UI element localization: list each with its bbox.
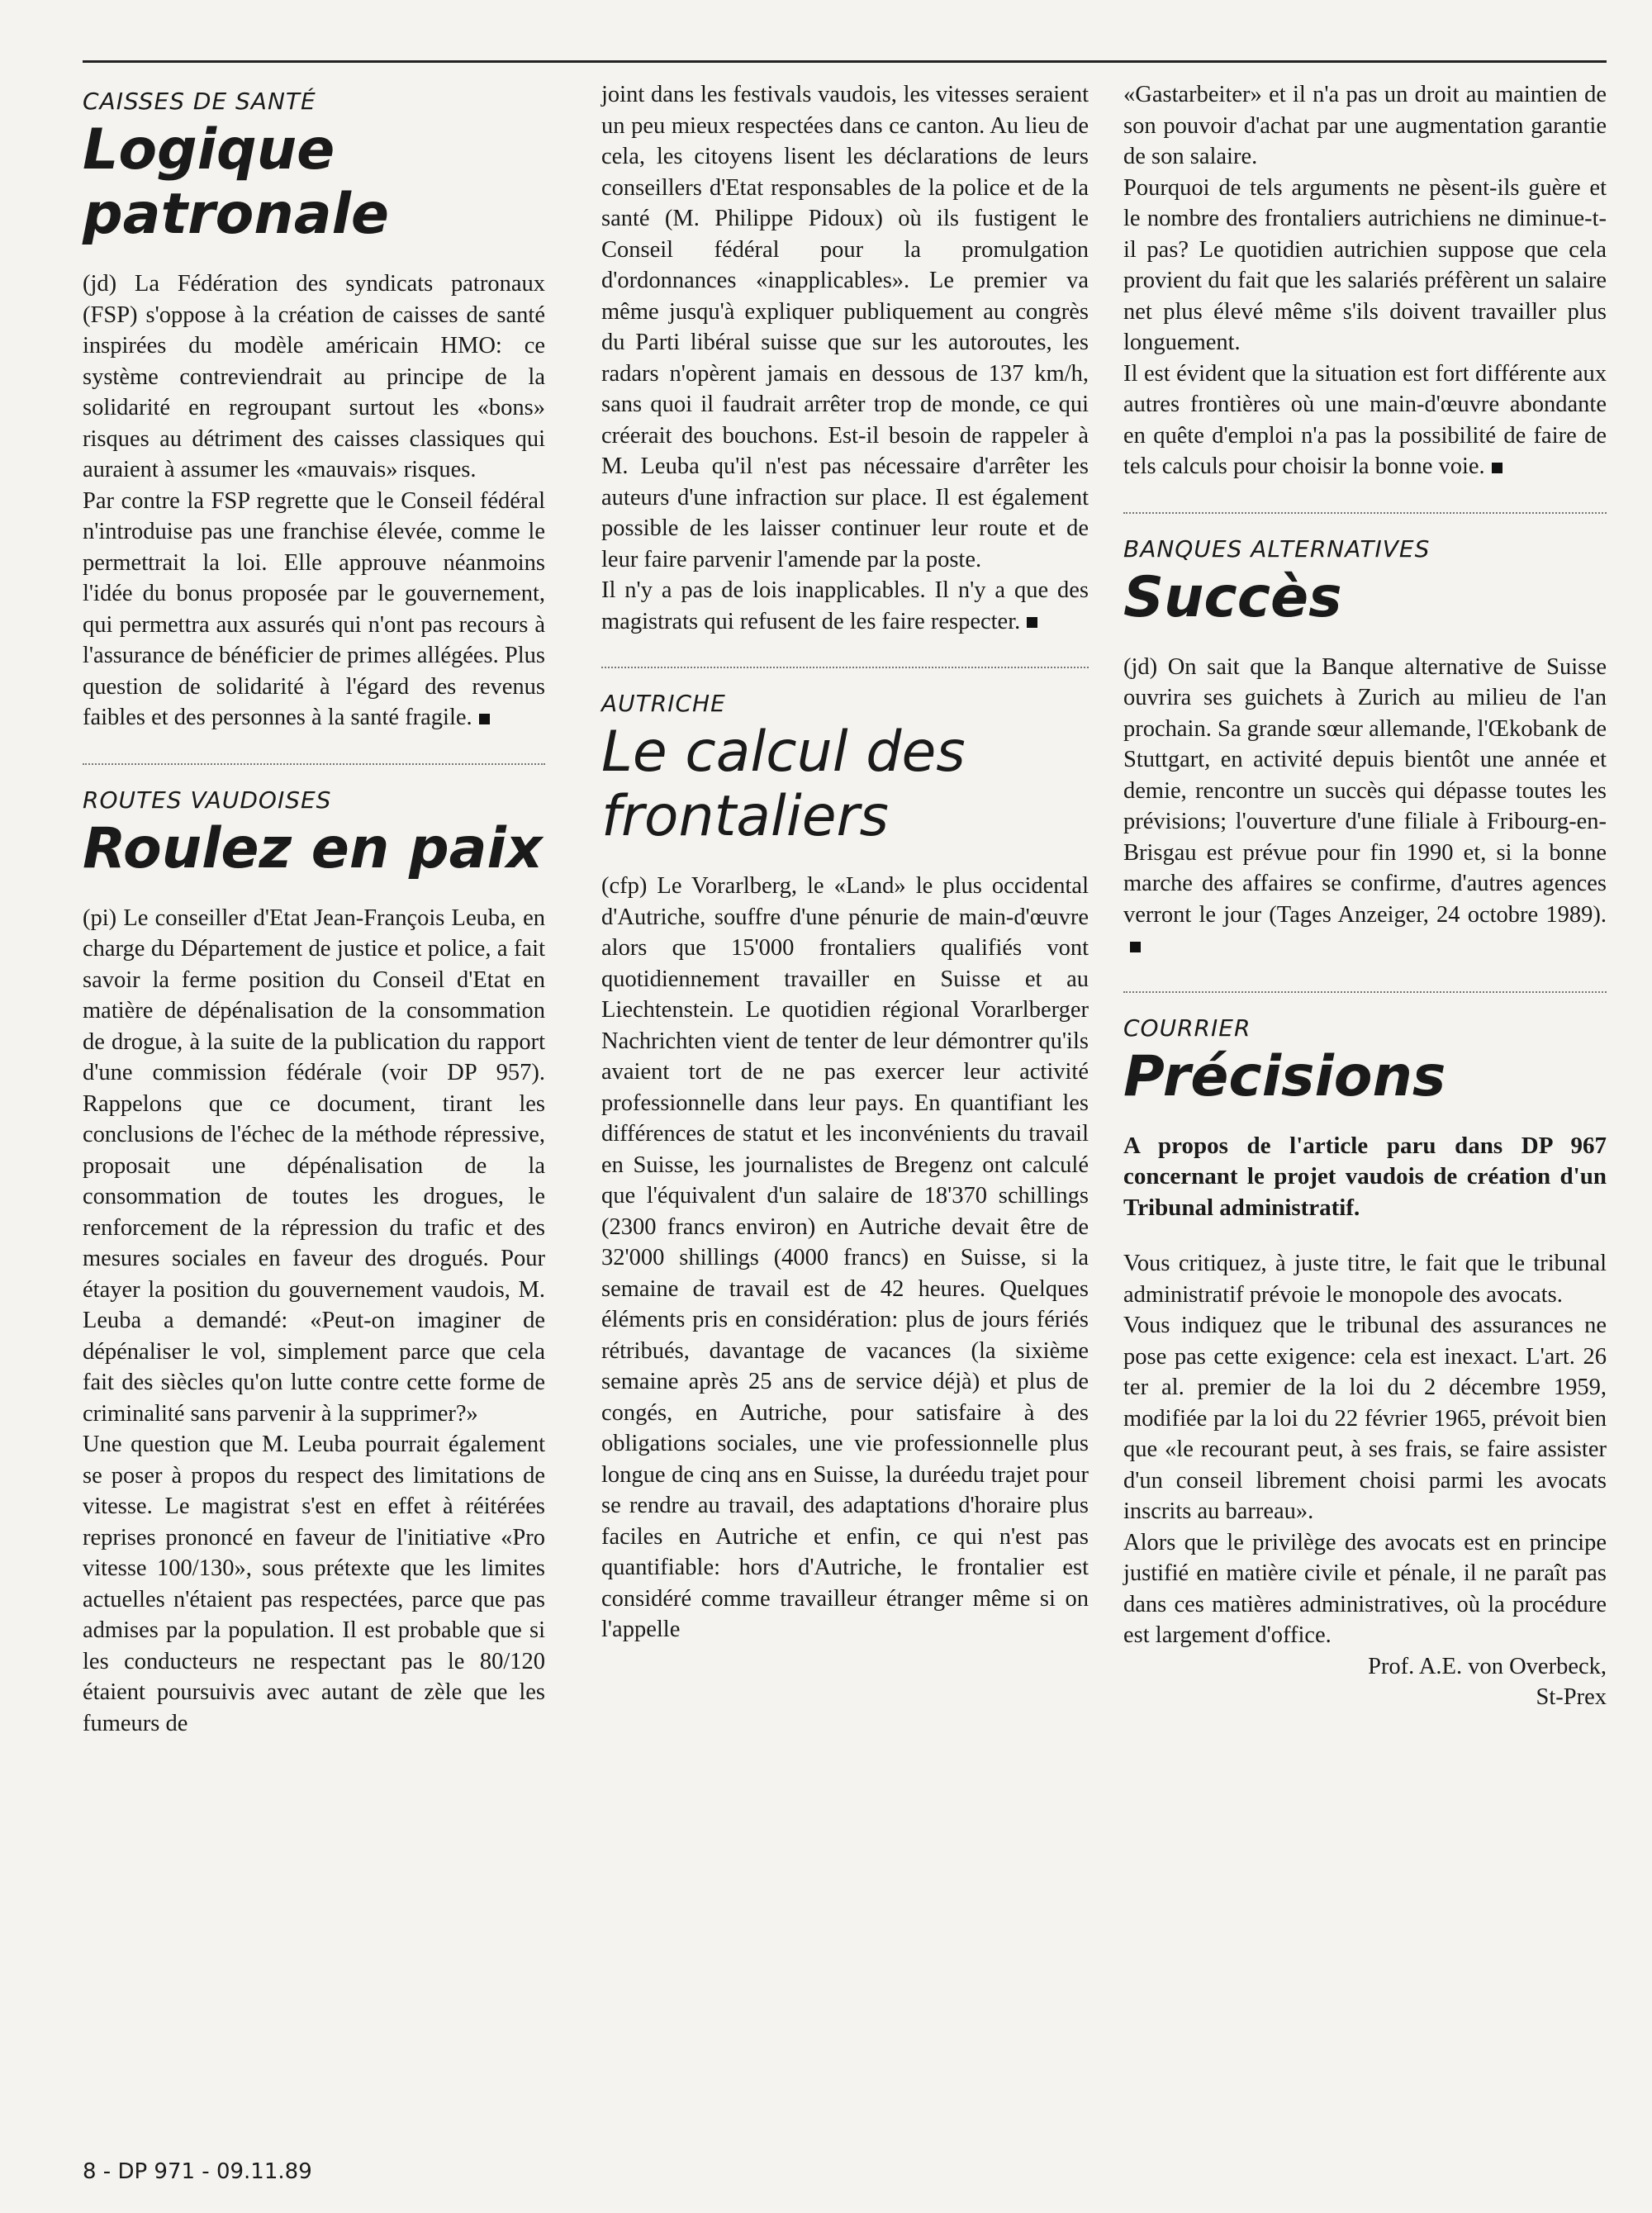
paragraph: (jd) On sait que la Banque alternative de Suisse ouvrira ses guichets à Zurich au milieu de l'an prochain. Sa grande sœur allemande, l'Œkobank de Stuttgart, en activité depuis bientôt une année et demie, rencontre un succès qui dépasse toutes les prévisions; l'ouverture d'une filiale à Fribourg-en-Brisgau est prévue pour fin 1990 et, si la bonne marche des affaires se confirme, d'autres agences verront le jour (Tages Anzeiger, 24 octobre 1989). (1123, 652, 1607, 962)
article-routes (83, 786, 545, 1740)
rubric: CAISSES DE SANTÉ (83, 88, 316, 115)
column-3 (1123, 79, 1607, 1713)
paragraph: Il n'y a pas de lois inapplicables. Il n'y a que des magistrats qui refusent de les faire respecter. (601, 577, 1089, 634)
end-mark-icon (1130, 942, 1141, 952)
headline: Le calcul des frontaliers (601, 719, 966, 849)
paragraph: Par contre la FSP regrette que le Conseil fédéral n'introduise pas une franchise élevée, comme le permettrait la loi. Elle approuve néanmoins l'idée du bonus proposée par le gouvernement, qui permettra aux assurés qui n'ont pas recours à l'assurance de bénéficier de primes allégées. Plus question de solidarité à l'égard des revenus faibles et des personnes à la santé fragile. (83, 487, 545, 730)
lead-paragraph: A propos de l'article paru dans DP 967 concernant le projet vaudois de création d'un Tribunal administratif. (1123, 1132, 1607, 1221)
signature-place: St-Prex (1536, 1684, 1607, 1710)
separator (601, 667, 1089, 668)
paragraph: (cfp) Le Vorarlberg, le «Land» le plus occidental d'Autriche, souffre d'une pénurie de main-d'œuvre alors que 15'000 frontaliers qualifiés vont quotidiennement travailler en Suisse et au Liechtenstein. Le quotidien régional Vorarlberger Nachrichten vient de tenter de leur démontrer qu'ils avaient tort de ne pas exercer leur activité professionnelle dans leur pays. En quantifiant les différences de statut et les inconvénients du travail en Suisse, les journalistes de Bregenz ont calculé que l'équivalent d'un salaire de 18'370 schillings (2300 francs environ) en Autriche devait être de 32'000 shillings (4000 francs) en Suisse, si la semaine de travail est de 42 heures. Quelques éléments pris en considération: plus de jours fériés rétribués, davantage de vacances (la sixième semaine après 25 ans de service déjà) et plus de congés, en Autriche, pour satisfaire à des obligations sociales, une vie professionnelle plus longue de cinq ans en Suisse, la duréedu trajet pour se rendre au travail, des adaptations d'horaire plus faciles en Autriche et enfin, ce qui n'est pas quantifiable: hors d'Autriche, le frontalier est considéré comme travailleur étranger même si on l'appelle (601, 873, 1089, 1642)
headline: Logique patronale (83, 117, 390, 247)
article-courrier (1123, 1014, 1607, 1713)
rubric: COURRIER (1123, 1014, 1251, 1042)
paragraph: Vous critiquez, à juste titre, le fait que le tribunal administratif prévoie le monopole des avocats. (1123, 1251, 1607, 1308)
end-mark-icon (1027, 617, 1037, 628)
separator (83, 763, 545, 765)
paragraph: joint dans les festivals vaudois, les vitesses seraient un peu mieux respectées dans ce canton. Au lieu de cela, les citoyens lisent les déclarations de leurs conseillers d'Etat responsables de la police et de la santé (M. Philippe Pidoux) où ils fustigent le Conseil fédéral pour la promulgation d'ordonnances «inapplicables». Le premier va même jusqu'à expliquer publiquement au congrès du Parti libéral suisse que sur les autoroutes, les radars n'opèrent jamais en dessous de 137 km/h, sans quoi il faudrait arrêter trop de monde, ce qui créerait des bouchons. Est-il besoin de rappeler à M. Leuba qu'il n'est pas nécessaire d'arrêter les auteurs d'une infraction sur place. Il est également possible de les laisser continuer leur route et de leur faire parvenir l'amende par la poste. (601, 82, 1089, 572)
rubric: BANQUES ALTERNATIVES (1123, 534, 1431, 563)
separator (1123, 991, 1607, 993)
paragraph: «Gastarbeiter» et il n'a pas un droit au maintien de son pouvoir d'achat par une augmentation garantie de son salaire. (1123, 82, 1607, 169)
article-routes-continued (601, 79, 1089, 637)
headline: Roulez en paix (83, 815, 543, 881)
rubric: ROUTES VAUDOISES (83, 786, 332, 814)
column-1 (83, 79, 545, 1739)
paragraph: Pourquoi de tels arguments ne pèsent-ils guère et le nombre des frontaliers autrichiens ne diminue-t-il pas? Le quotidien autrichien suppose que cela provient du fait que les salariés préfèrent un salaire net plus élevé même s'ils doivent travailler plus longuement. (1123, 174, 1607, 355)
paragraph: Il est évident que la situation est fort différente aux autres frontières où une main-d'œuvre abondante en quête d'emploi n'a pas la possibilité de faire de tels calculs pour choisir la bonne voie. (1123, 360, 1607, 479)
headline: Précisions (1123, 1043, 1446, 1109)
page-footer: 8 - DP 971 - 09.11.89 (83, 2159, 312, 2184)
headline: Succès (1123, 564, 1342, 630)
paragraph: Alors que le privilège des avocats est en principe justifié en matière civile et pénale, il ne paraît pas dans ces matières administratives, où la procédure est largement d'office. (1123, 1529, 1607, 1648)
paragraph: (jd) La Fédération des syndicats patronaux (FSP) s'oppose à la création de caisses de santé inspirées du modèle américain HMO: ce système contreviendrait au principe de la solidarité en regroupant surtout les «bons» risques au détriment des caisses classiques qui auraient à assumer les «mauvais» risques. (83, 271, 545, 482)
article-banques (1123, 535, 1607, 962)
separator (1123, 512, 1607, 514)
end-mark-icon (479, 714, 490, 724)
rubric: AUTRICHE (601, 690, 726, 717)
article-autriche (601, 690, 1089, 1646)
column-2 (601, 79, 1089, 1646)
paragraph: Vous indiquez que le tribunal des assurances ne pose pas cette exigence: cela est inexact. L'art. 26 ter al. premier de la loi du 2 décembre 1959, modifiée par la loi du 22 février 1965, prévoit bien que «le recourant peut, à ses frais, se faire assister d'un conseil librement choisi parmi les avocats inscrits au barreau». (1123, 1313, 1607, 1524)
signature-name: Prof. A.E. von Overbeck, (1368, 1653, 1607, 1679)
paragraph: Une question que M. Leuba pourrait également se poser à propos du respect des limitations de vitesse. Le magistrat s'est en effet à réitérées reprises prononcé en faveur de l'initiative «Pro vitesse 100/130», sous prétexte que les limites actuelles n'étaient pas respectées, parce que pas admises par la population. Il est probable que si les conducteurs ne respectant pas le 80/120 étaient poursuivis avec autant de zèle que les fumeurs de (83, 1432, 545, 1736)
top-rule (83, 60, 1607, 63)
article-caisses (83, 88, 545, 734)
article-autriche-continued (1123, 79, 1607, 482)
end-mark-icon (1492, 463, 1502, 473)
paragraph: (pi) Le conseiller d'Etat Jean-François Leuba, en charge du Département de justice et police, a fait savoir la ferme position du Conseil d'Etat en matière de dépénalisation de la consommation de drogue, à la suite de la publication du rapport d'une commission fédérale (voir DP 957). Rappelons que ce document, tirant les conclusions de l'échec de la méthode répressive, proposait une dépénalisation de la consommation de toutes les drogues, le renforcement de la répression du trafic et des mesures sociales en faveur des drogués. Pour étayer la position du gouvernement vaudois, M. Leuba a demandé: «Peut-on imaginer de dépénaliser le vol, simplement parce que cela fait des siècles qu'on lutte contre cette forme de criminalité sans parvenir à la supprimer?» (83, 905, 545, 1427)
